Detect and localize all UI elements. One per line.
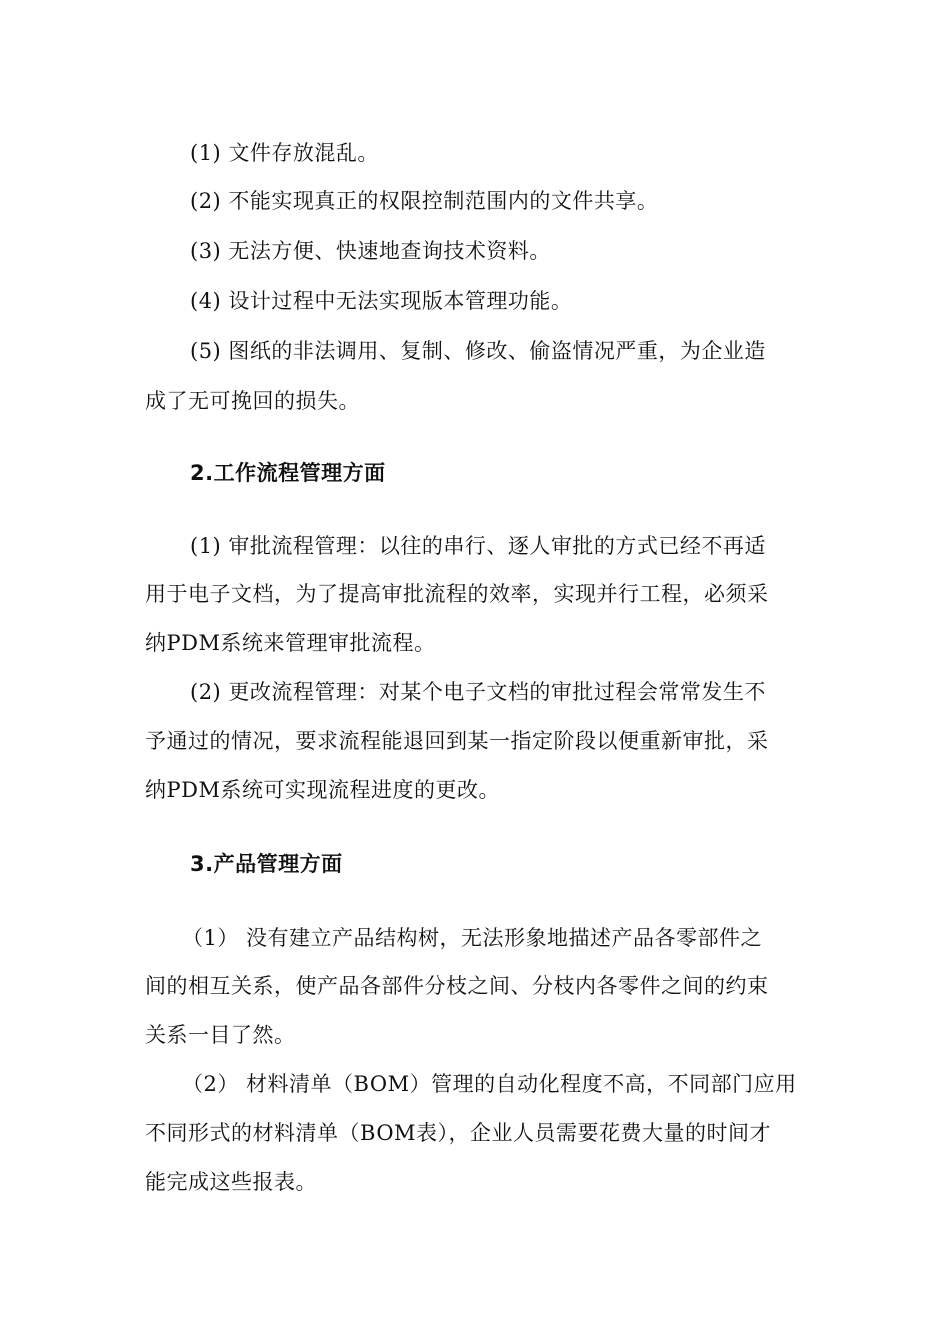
section-heading: 2.工作流程管理方面 <box>190 461 386 485</box>
paragraph-line: 间的相互关系，使产品各部件分枝之间、分枝内各零件之间的约束 <box>145 974 769 998</box>
paragraph-line: 纳PDM系统可实现流程进度的更改。 <box>145 778 500 802</box>
paragraph-line: (2) 不能实现真正的权限控制范围内的文件共享。 <box>190 189 659 213</box>
paragraph-line: 纳PDM系统来管理审批流程。 <box>145 631 436 655</box>
paragraph-line: (1) 文件存放混乱。 <box>190 141 379 165</box>
paragraph-line: 成了无可挽回的损失。 <box>145 389 360 413</box>
paragraph-line: （2） 材料清单（BOM）管理的自动化程度不高，不同部门应用 <box>182 1072 797 1096</box>
paragraph-line: (5) 图纸的非法调用、复制、修改、偷盗情况严重，为企业造 <box>190 339 766 363</box>
paragraph-line: (3) 无法方便、快速地查询技术资料。 <box>190 239 551 263</box>
paragraph-line: （1） 没有建立产品结构树，无法形象地描述产品各零部件之 <box>182 926 763 950</box>
paragraph-line: (1) 审批流程管理：以往的串行、逐人审批的方式已经不再适 <box>190 534 766 558</box>
paragraph-line: 关系一目了然。 <box>145 1023 296 1047</box>
paragraph-line: 予通过的情况，要求流程能退回到某一指定阶段以便重新审批，采 <box>145 729 769 753</box>
paragraph-line: 不同形式的材料清单（BOM表），企业人员需要花费大量的时间才 <box>145 1121 772 1145</box>
paragraph-line: 用于电子文档，为了提高审批流程的效率，实现并行工程，必须采 <box>145 582 769 606</box>
paragraph-line: (4) 设计过程中无法实现版本管理功能。 <box>190 289 573 313</box>
paragraph-line: (2) 更改流程管理：对某个电子文档的审批过程会常常发生不 <box>190 680 766 704</box>
section-heading: 3.产品管理方面 <box>190 852 343 876</box>
paragraph-line: 能完成这些报表。 <box>145 1170 317 1194</box>
